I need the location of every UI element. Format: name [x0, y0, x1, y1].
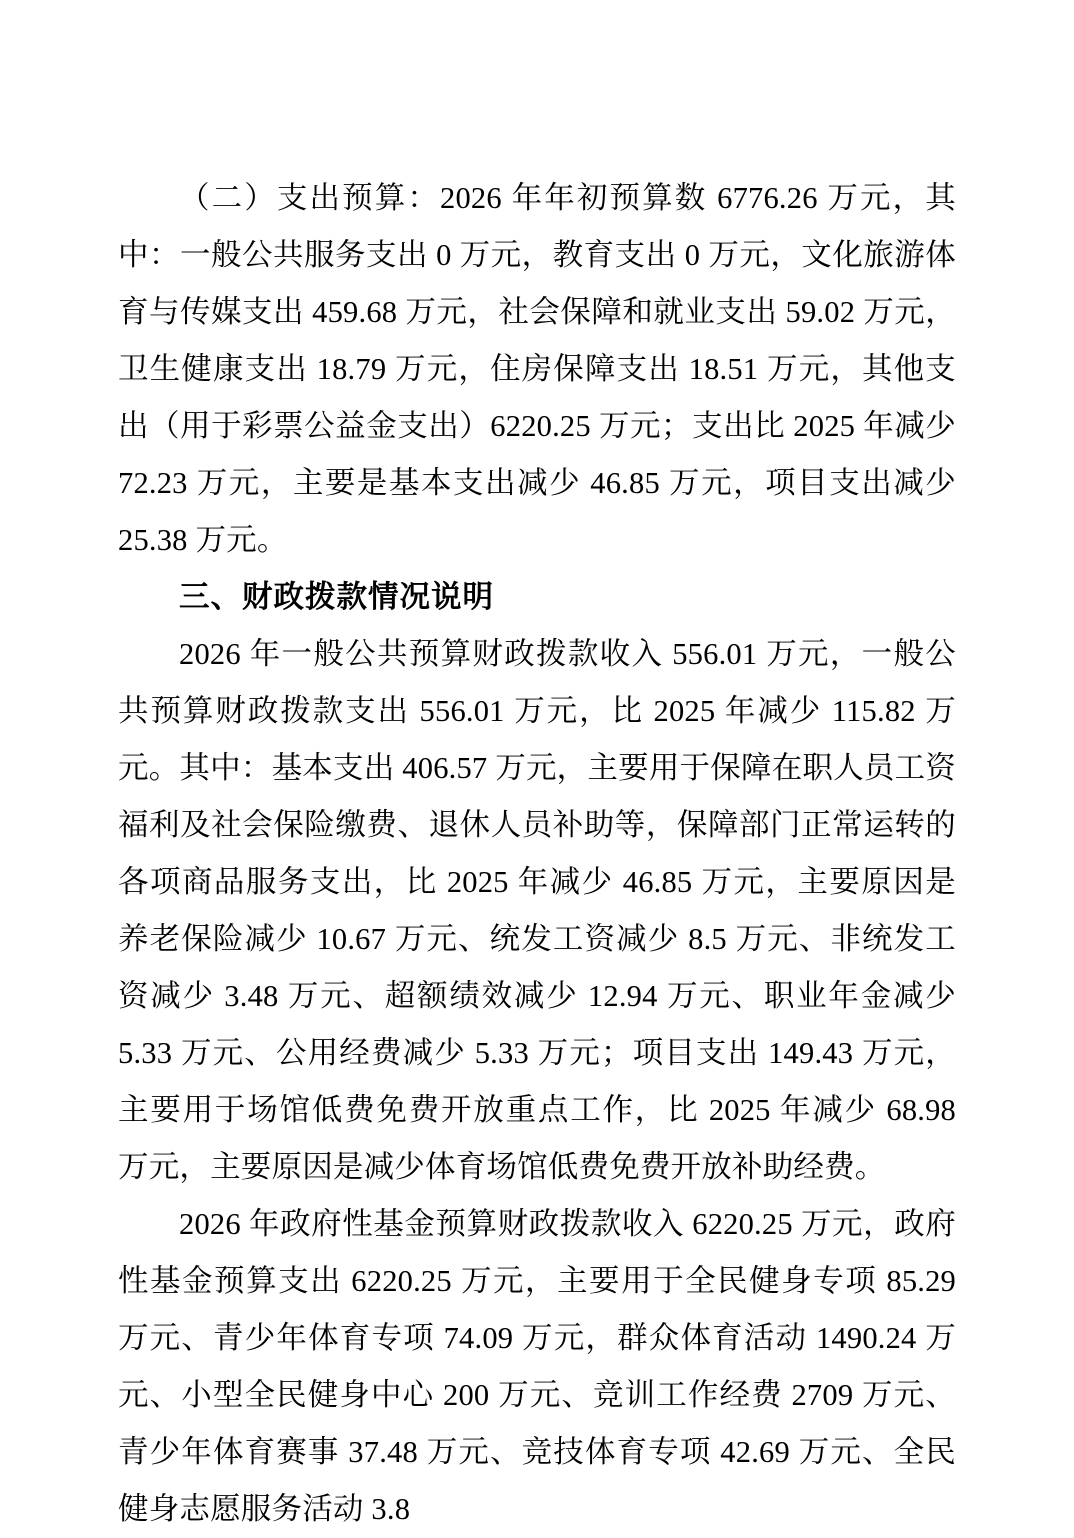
- paragraph-government-fund-budget: 2026 年政府性基金预算财政拨款收入 6220.25 万元，政府性基金预算支出 6220.25 万元，主要用于全民健身专项 85.29 万元、青少年体育专项 74.09 万元，群众体育活动 1490.24 万元、小型全民健身中心 200 万元、竞训工作经费 2709 万元、青少年体育赛事 37.48 万元、竞技体育专项 42.69 万元、全民健身志愿服务活动 3.8: [118, 1207, 956, 1526]
- paragraph-expenditure-budget: （二）支出预算：2026 年年初预算数 6776.26 万元，其中：一般公共服务支出 0 万元，教育支出 0 万元，文化旅游体育与传媒支出 459.68 万元，社会保障和就业支出 59.02 万元，卫生健康支出 18.79 万元，住房保障支出 18.51 万元，其他支出（用于彩票公益金支出）6220.25 万元；支出比 2025 年减少 72.23 万元，主要是基本支出减少 46.85 万元，项目支出减少 25.38 万元。: [118, 181, 956, 557]
- section-heading-financial-allocation: 三、财政拨款情况说明: [179, 580, 494, 615]
- paragraph-general-public-budget: 2026 年一般公共预算财政拨款收入 556.01 万元，一般公共预算财政拨款支出 556.01 万元，比 2025 年减少 115.82 万元。其中：基本支出 406.57 万元，主要用于保障在职人员工资福利及社会保险缴费、退休人员补助等，保障部门正常运转的各项商品服务支出，比 2025 年减少 46.85 万元，主要原因是养老保险减少 10.67 万元、统发工资减少 8.5 万元、非统发工资减少 3.48 万元、超额绩效减少 12.94 万元、职业年金减少 5.33 万元、公用经费减少 5.33 万元；项目支出 149.43 万元，主要用于场馆低费免费开放重点工作，比 2025 年减少 68.98 万元，主要原因是减少体育场馆低费免费开放补助经费。: [118, 637, 956, 1184]
- document-body: [118, 170, 956, 1538]
